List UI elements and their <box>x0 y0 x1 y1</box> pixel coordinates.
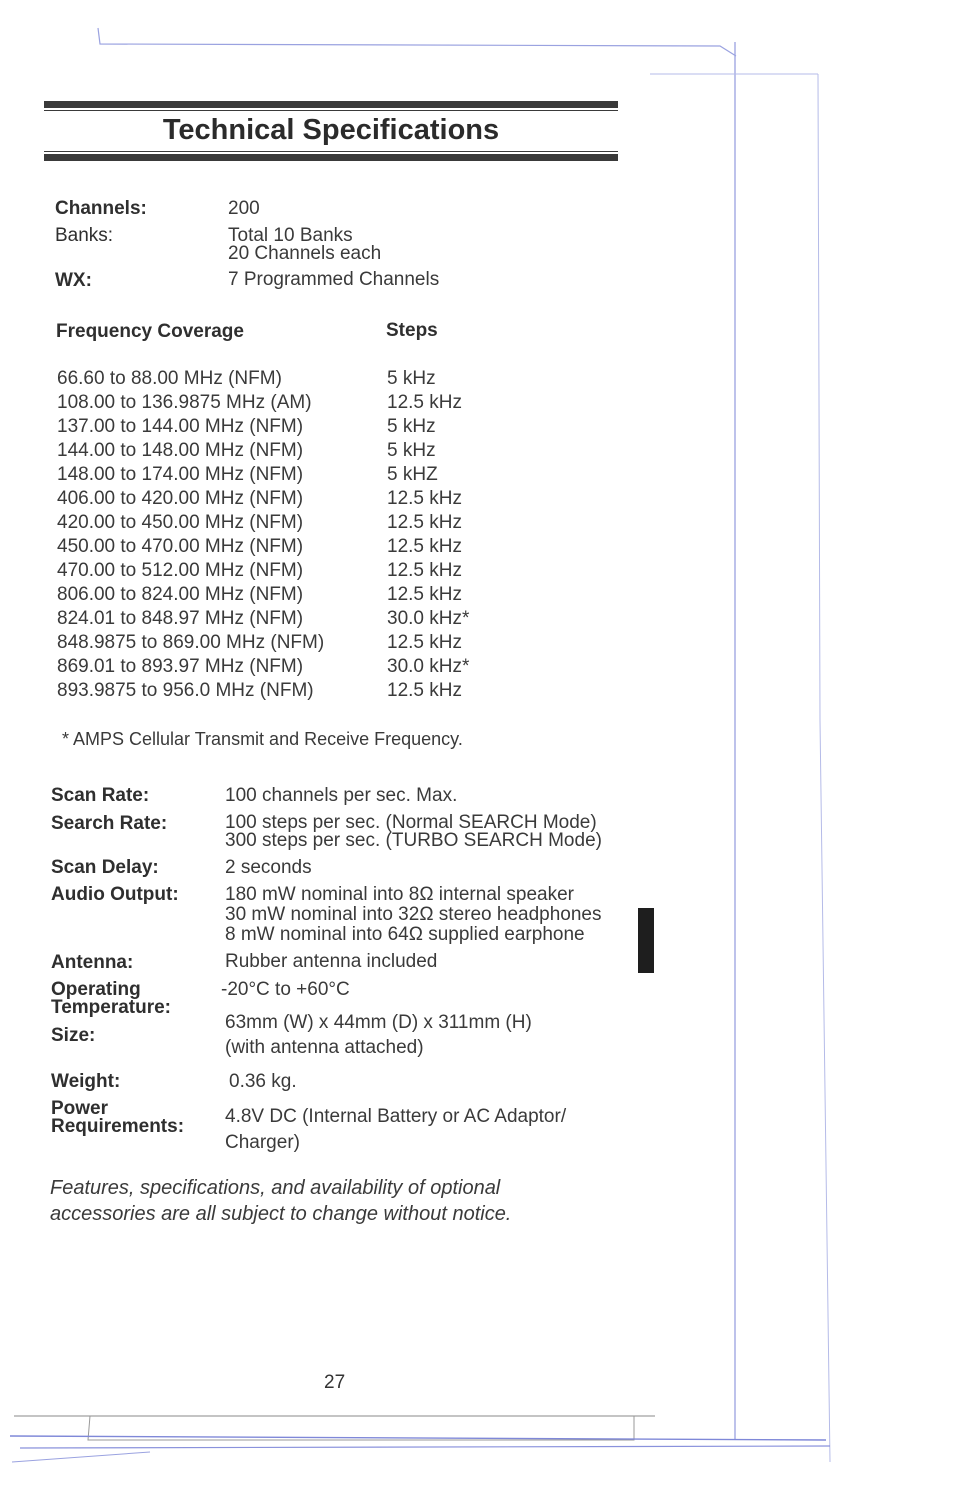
table-row <box>57 655 517 679</box>
audio-output-line3: 8 mW nominal into 64Ω supplied earphone <box>225 924 585 945</box>
frequency-range: 848.9875 to 869.00 MHz (NFM) <box>57 632 325 653</box>
title-bottom-thin-rule <box>44 151 618 152</box>
footnote: * AMPS Cellular Transmit and Receive Frequency. <box>62 729 463 749</box>
frequency-range: 806.00 to 824.00 MHz (NFM) <box>57 584 304 605</box>
frequency-step: 12.5 kHz <box>387 680 462 701</box>
frequency-range: 144.00 to 148.00 MHz (NFM) <box>57 440 304 461</box>
power-label: Power <box>51 1098 109 1119</box>
page-title: Technical Specifications <box>162 114 500 146</box>
temperature-value: -20°C to +60°C <box>221 979 350 1000</box>
frequency-range: 450.00 to 470.00 MHz (NFM) <box>57 536 304 557</box>
table-row <box>57 415 517 439</box>
power-line2: Charger) <box>225 1132 300 1153</box>
banks-value: Total 10 Banks <box>228 225 353 246</box>
operating-label: Operating <box>51 979 141 1000</box>
steps-header: Steps <box>386 320 438 341</box>
frequency-step: 12.5 kHz <box>387 488 462 509</box>
antenna-value: Rubber antenna included <box>225 951 438 972</box>
channels-label: Channels: <box>55 198 147 219</box>
table-row <box>57 583 517 607</box>
notice-line1: Features, specifications, and availability of optional <box>50 1177 501 1199</box>
search-rate-line1: 100 steps per sec. (Normal SEARCH Mode) <box>225 812 597 833</box>
table-row <box>57 679 517 703</box>
frequency-range: 869.01 to 893.97 MHz (NFM) <box>57 656 304 677</box>
wx-label: WX: <box>55 270 92 291</box>
scan-delay-value: 2 seconds <box>225 857 312 878</box>
frequency-step: 12.5 kHz <box>387 632 462 653</box>
frequency-range: 470.00 to 512.00 MHz (NFM) <box>57 560 304 581</box>
size-line1: 63mm (W) x 44mm (D) x 311mm (H) <box>225 1012 532 1033</box>
margin-marker-bar <box>638 908 654 973</box>
search-rate-label: Search Rate: <box>51 813 168 834</box>
change-notice <box>50 1175 511 1227</box>
antenna-label: Antenna: <box>51 952 134 973</box>
weight-value: 0.36 kg. <box>229 1071 297 1092</box>
frequency-range: 406.00 to 420.00 MHz (NFM) <box>57 488 304 509</box>
search-rate-line2: 300 steps per sec. (TURBO SEARCH Mode) <box>225 830 602 851</box>
requirements-label: Requirements: <box>51 1116 185 1137</box>
table-row <box>57 463 517 487</box>
weight-label: Weight: <box>51 1071 121 1092</box>
frequency-step: 5 kHz <box>387 440 436 461</box>
frequency-step: 30.0 kHz* <box>387 656 470 677</box>
table-row <box>57 511 517 535</box>
table-row <box>57 535 517 559</box>
scan-delay-label: Scan Delay: <box>51 857 159 878</box>
frequency-range: 148.00 to 174.00 MHz (NFM) <box>57 464 304 485</box>
banks-value-line2: 20 Channels each <box>228 243 382 264</box>
frequency-range: 66.60 to 88.00 MHz (NFM) <box>57 368 282 389</box>
size-label: Size: <box>51 1025 96 1046</box>
title-bottom-rule <box>44 154 618 161</box>
frequency-range: 137.00 to 144.00 MHz (NFM) <box>57 416 304 437</box>
frequency-range: 824.01 to 848.97 MHz (NFM) <box>57 608 304 629</box>
notice-line2: accessories are all subject to change without notice. <box>50 1203 512 1225</box>
title-top-rule <box>44 101 618 108</box>
frequency-step: 5 kHz <box>387 416 436 437</box>
table-row <box>57 487 517 511</box>
frequency-step: 12.5 kHz <box>387 512 462 533</box>
table-row <box>57 631 517 655</box>
frequency-step: 12.5 kHz <box>387 560 462 581</box>
frequency-table <box>57 367 517 703</box>
channels-value: 200 <box>228 198 260 219</box>
frequency-range: 420.00 to 450.00 MHz (NFM) <box>57 512 304 533</box>
title-top-thin-rule <box>44 110 618 111</box>
banks-label: Banks: <box>55 225 114 246</box>
frequency-range: 893.9875 to 956.0 MHz (NFM) <box>57 680 314 701</box>
size-line2: (with antenna attached) <box>225 1037 424 1058</box>
frequency-step: 12.5 kHz <box>387 536 462 557</box>
frequency-step: 30.0 kHz* <box>387 608 470 629</box>
frequency-coverage-header: Frequency Coverage <box>56 321 244 342</box>
temperature-label: Temperature: <box>51 997 172 1018</box>
frequency-step: 12.5 kHz <box>387 584 462 605</box>
table-row <box>57 367 517 391</box>
wx-value: 7 Programmed Channels <box>228 269 440 290</box>
scan-rate-label: Scan Rate: <box>51 785 150 806</box>
table-row <box>57 607 517 631</box>
frequency-step: 12.5 kHz <box>387 392 462 413</box>
table-row <box>57 391 517 415</box>
power-line1: 4.8V DC (Internal Battery or AC Adaptor/ <box>225 1106 567 1127</box>
audio-output-label: Audio Output: <box>51 884 179 905</box>
table-row <box>57 439 517 463</box>
table-row <box>57 559 517 583</box>
audio-output-line1: 180 mW nominal into 8Ω internal speaker <box>225 884 574 905</box>
frequency-range: 108.00 to 136.9875 MHz (AM) <box>57 392 312 413</box>
page-number: 27 <box>324 1372 346 1393</box>
scan-rate-value: 100 channels per sec. Max. <box>225 785 458 806</box>
audio-output-line2: 30 mW nominal into 32Ω stereo headphones <box>225 904 602 925</box>
frequency-step: 5 kHZ <box>387 464 438 485</box>
frequency-step: 5 kHz <box>387 368 436 389</box>
